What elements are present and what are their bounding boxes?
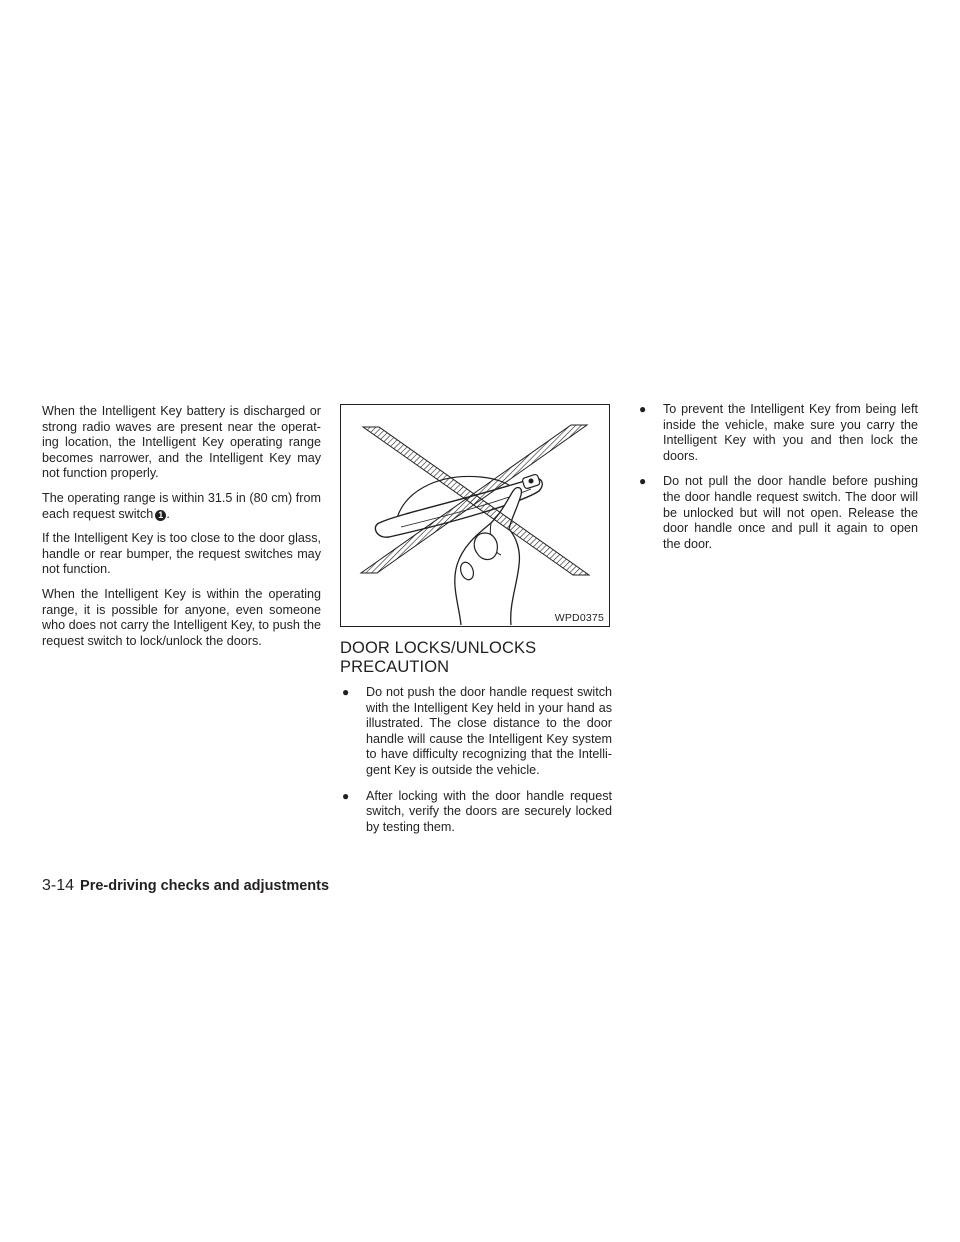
left-column bbox=[42, 404, 321, 658]
paragraph-anyone-can-push: When the Intelligent Key is within the operating range, it is possible for anyone, even someone who does not carry the Intelligent Key, to push the request switch to lock/unlock the doors. bbox=[42, 586, 321, 648]
list-item bbox=[340, 685, 612, 779]
paragraph-too-close: If the Intelligent Key is too close to the door glass, handle or rear bumper, the request switches may not function. bbox=[42, 531, 321, 577]
bullet-text: After locking with the door handle request switch, verify the doors are securely locked by testing them. bbox=[366, 788, 612, 834]
callout-marker-1: 1 bbox=[155, 510, 166, 521]
list-item bbox=[637, 402, 918, 464]
bullet-icon: ● bbox=[342, 788, 350, 803]
section-title bbox=[340, 639, 612, 677]
section-title-line1: DOOR LOCKS/UNLOCKS bbox=[340, 639, 537, 657]
precaution-list-continued bbox=[637, 402, 918, 552]
bullet-icon: ● bbox=[342, 685, 350, 699]
crossed-out-hand-pressing-door-handle-illustration bbox=[341, 405, 609, 626]
list-item bbox=[637, 474, 918, 552]
precaution-list bbox=[340, 685, 612, 835]
right-column bbox=[637, 402, 918, 562]
bullet-icon: ● bbox=[639, 402, 647, 416]
bullet-icon: ● bbox=[639, 474, 647, 489]
middle-column bbox=[340, 404, 612, 845]
paragraph-operating-range bbox=[42, 491, 321, 522]
operating-range-period: . bbox=[166, 506, 170, 521]
section-title-line2: PRECAUTION bbox=[340, 658, 450, 676]
paragraph-battery-discharged: When the Intelligent Key battery is discharged or strong radio waves are present near the operat- ing location, the Intelligent Key operating range becomes narrower, and the Intelligent Key may not function properly. bbox=[42, 404, 321, 481]
page-footer bbox=[42, 876, 329, 896]
page-number: 3-14 bbox=[42, 877, 75, 894]
bullet-text: Do not push the door handle request switch with the Intelligent Key held in your hand as illustrated. The close distance to the door handle will cause the Intelligent Key system to have difficulty recognizing that the Intelli- gent Key is outside the vehicle. bbox=[366, 685, 612, 777]
footer-section-name: Pre-driving checks and adjustments bbox=[80, 878, 330, 894]
operating-range-text: The operating range is within 31.5 in (80 cm) from each request switch bbox=[42, 490, 321, 521]
figure-wpd0375 bbox=[340, 404, 610, 627]
figure-id: WPD0375 bbox=[554, 612, 604, 624]
list-item bbox=[340, 789, 612, 836]
bullet-text: To prevent the Intelligent Key from being left inside the vehicle, make sure you carry the Intelligent Key with you and then lock the doors. bbox=[663, 402, 918, 463]
bullet-text: Do not pull the door handle before pushing the door handle request switch. The door will be unlocked but will not open. Release the door handle once and pull it again to open the door. bbox=[663, 474, 918, 551]
